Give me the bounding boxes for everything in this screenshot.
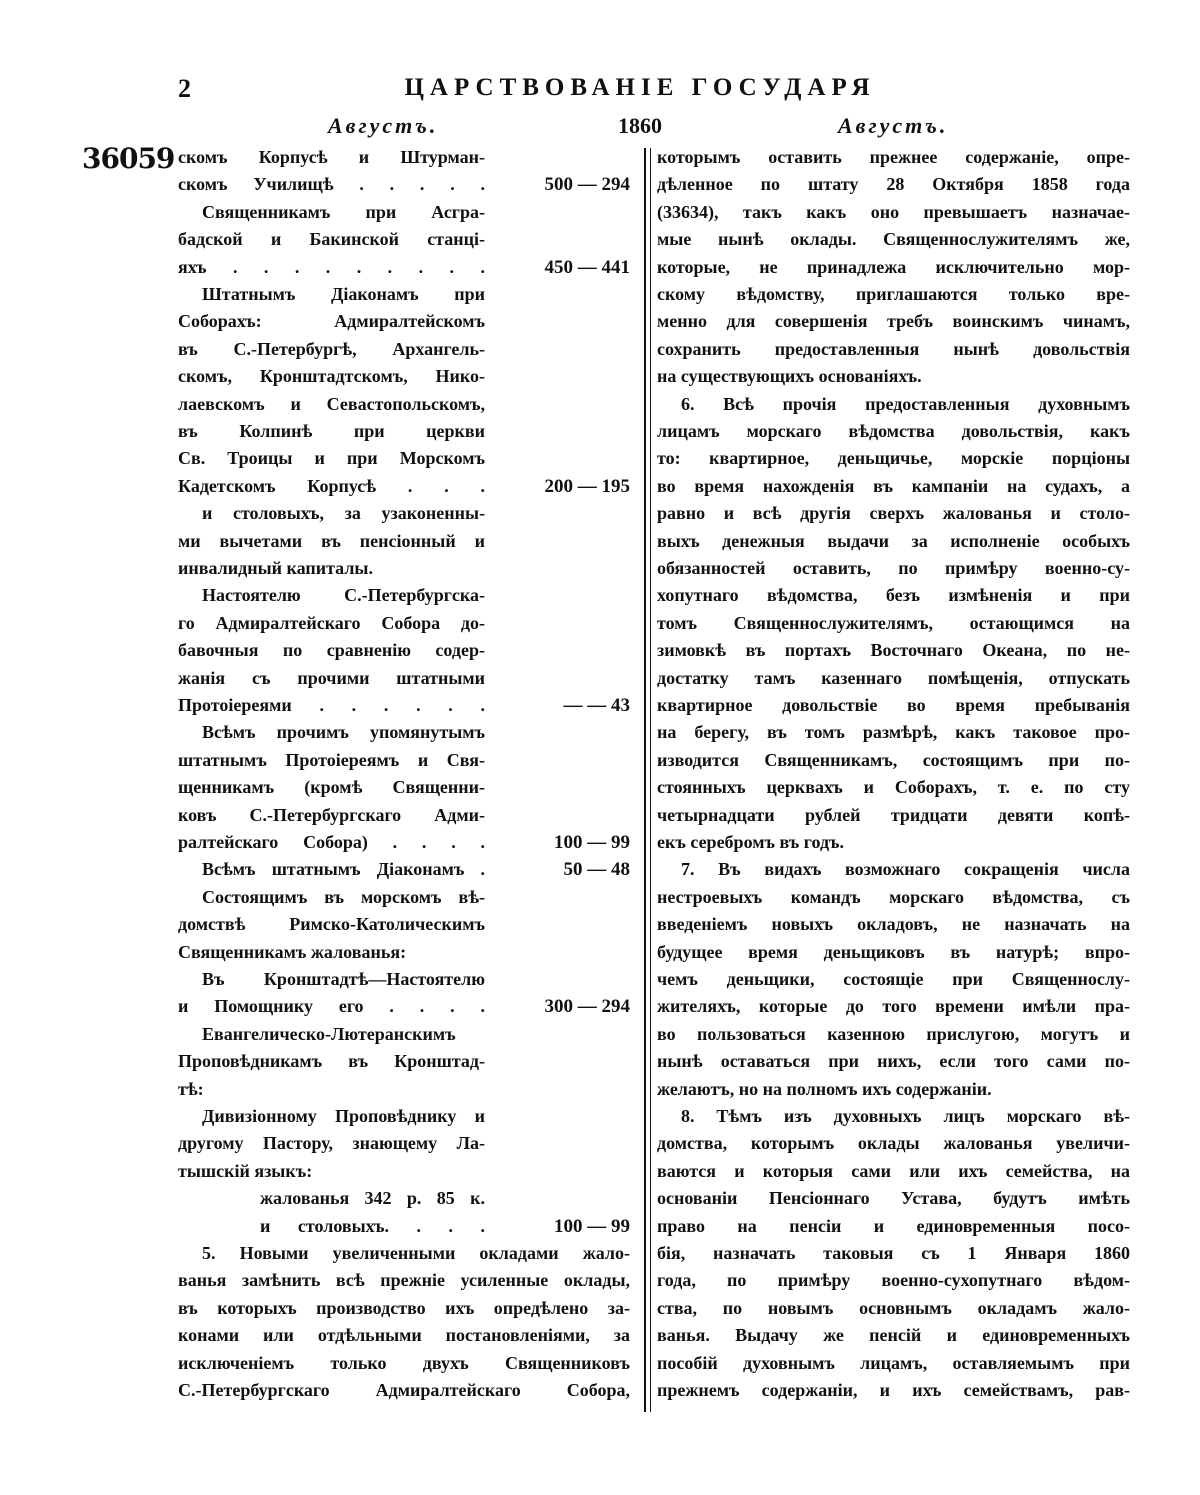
text-line: тышскій языкъ: — [178, 1160, 313, 1181]
column-divider — [644, 148, 646, 1412]
text-line: инвалидный капиталы. — [178, 558, 373, 578]
text-line: Соборахъ: Адмиралтейскомъ — [178, 311, 485, 332]
text-line: стоянныхъ церквахъ и Соборахъ, т. е. по сту — [657, 777, 1130, 798]
text-line: го Адмиралтейскаго Собора до- — [178, 612, 485, 633]
text-line: бадской и Бакинской станці- — [178, 229, 485, 250]
text-line: жанія съ прочими штатными — [178, 667, 485, 688]
text-line: ралтейскаго Собора) . . . . — [178, 832, 485, 852]
text-line: прежнемъ содержаніи, и ихъ семействамъ, рав- — [657, 1380, 1130, 1400]
text-line: бія, назначать таковыя съ 1 Января 1860 — [657, 1243, 1130, 1263]
text-line: Священникамъ при Асгра- — [202, 201, 485, 222]
text-line: и Помощнику его . . . . — [178, 996, 485, 1017]
text-line: зимовкѣ въ портахъ Восточнаго Океана, по не- — [657, 640, 1130, 661]
text-line: Настоятелю С.-Петербургска- — [202, 585, 485, 606]
amount: 500 — 294 — [544, 174, 630, 196]
month-right: Августъ. — [838, 113, 949, 138]
amount: 50 — 48 — [563, 859, 630, 881]
page-number: 2 — [178, 74, 191, 103]
text-line: года, по примѣру военно-сухопутнаго вѣдом- — [657, 1270, 1130, 1291]
text-line: и столовыхъ, за узаконенны- — [202, 503, 485, 524]
text-line: которые, не принадлежа исключительно мор- — [657, 256, 1130, 277]
text-line: Состоящимъ въ морскомъ вѣ- — [202, 886, 485, 907]
text-line: Евангелическо-Лютеранскимъ — [202, 1023, 456, 1044]
text-line: скомъ, Кронштадтскомъ, Нико- — [178, 366, 485, 387]
text-line: нестроевыхъ командъ морскаго вѣдомства, съ — [657, 886, 1130, 907]
text-line: сохранить предоставленныя нынѣ довольствія — [657, 338, 1130, 359]
text-line: Протоіереями . . . . . . — [178, 695, 485, 715]
text-line: жалованья 342 р. 85 к. — [260, 1188, 485, 1209]
text-line: 7. Въ видахъ возможнаго сокращенія числа — [681, 859, 1130, 880]
text-line: лицамъ морскаго вѣдомства довольствія, какъ — [657, 421, 1130, 441]
text-line: Кадетскомъ Корпусѣ . . . — [178, 475, 485, 496]
text-line: Дивизіонному Проповѣднику и — [202, 1106, 485, 1126]
text-line: Священникамъ жалованья: — [178, 941, 407, 962]
text-line: введеніемъ новыхъ окладовъ, не назначать на — [657, 914, 1130, 935]
text-line: домства, которымъ оклады жалованья увеличи- — [657, 1133, 1130, 1154]
text-line: чемъ деньщики, состоящіе при Священнослу- — [657, 969, 1130, 989]
text-line: изводится Священникамъ, состоящимъ при по- — [657, 749, 1130, 770]
text-line: Всѣмъ прочимъ упомянутымъ — [202, 722, 485, 743]
text-line: Всѣмъ штатнымъ Діаконамъ . — [202, 859, 485, 880]
text-line: дѣленное по штату 28 Октября 1858 года — [657, 174, 1130, 195]
text-line: нынѣ оставаться при нихъ, если того сами по- — [657, 1051, 1130, 1072]
text-line: скомъ Училищѣ . . . . . — [178, 174, 485, 195]
text-line: ванья замѣнить всѣ прежніе усиленные оклады, — [178, 1270, 630, 1291]
text-line: въ которыхъ производство ихъ опредѣлено за- — [178, 1297, 630, 1318]
text-line: С.-Петербургскаго Адмиралтейскаго Собора, — [178, 1380, 630, 1400]
article-number: 36059 — [82, 142, 175, 175]
text-line: исключеніемъ только двухъ Священниковъ — [178, 1352, 630, 1373]
amount: 200 — 195 — [544, 475, 630, 497]
text-line: то: квартирное, деньщичье, морскіе порціоны — [657, 448, 1130, 469]
text-line: право на пенсіи и единовременныя посо- — [657, 1215, 1130, 1236]
text-line: ковъ С.-Петербургскаго Адми- — [178, 804, 485, 825]
text-line: во пользоваться казенною прислугою, могутъ и — [657, 1023, 1130, 1044]
text-line: лаевскомъ и Севастопольскомъ, — [178, 393, 485, 414]
text-line: конами или отдѣльными постановленіями, за — [178, 1325, 630, 1346]
text-line: штатнымъ Протоіереямъ и Свя- — [178, 749, 485, 770]
text-line: екъ серебромъ въ годъ. — [657, 832, 845, 852]
text-line: домствѣ Римско-Католическимъ — [178, 914, 485, 935]
column-divider — [650, 148, 651, 1412]
text-line: равно и всѣ другія сверхъ жалованья и столо- — [657, 503, 1130, 524]
text-line: Въ Кронштадтѣ—Настоятелю — [202, 969, 485, 989]
text-line: щенникамъ (кромѣ Священни- — [178, 777, 485, 798]
text-line: скомъ Корпусѣ и Штурман- — [178, 147, 485, 167]
text-line: ства, по новымъ основнымъ окладамъ жало- — [657, 1297, 1130, 1318]
text-line: Проповѣдникамъ въ Кронштад- — [178, 1051, 485, 1072]
amount: 300 — 294 — [544, 996, 630, 1018]
text-line: другому Пастору, знающему Ла- — [178, 1133, 485, 1154]
running-title: ЦАРСТВОВАНІЕ ГОСУДАРЯ — [404, 74, 876, 101]
text-line: ваются и которыя сами или ихъ семейства, на — [657, 1160, 1130, 1181]
text-line: на существующихъ основаніяхъ. — [657, 366, 922, 387]
text-line: бавочныя по сравненію содер- — [178, 640, 485, 661]
text-line: скому вѣдомству, приглашаются только вре- — [657, 284, 1130, 304]
text-line: 8. Тѣмъ изъ духовныхъ лицъ морскаго вѣ- — [681, 1106, 1130, 1126]
amount: 100 — 99 — [554, 832, 630, 853]
text-line: яхъ . . . . . . . . . — [178, 256, 485, 277]
text-line: ванья. Выдачу же пенсій и единовременныхъ — [657, 1325, 1130, 1346]
text-line: ми вычетами въ пенсіонный и — [178, 530, 485, 551]
amount: 450 — 441 — [544, 256, 630, 278]
text-line: обязанностей оставить, по примѣру военно-су- — [657, 558, 1130, 578]
text-line: во время нахожденія въ кампаніи на судахъ, а — [657, 475, 1130, 496]
amount: 100 — 99 — [554, 1215, 630, 1237]
text-line: 5. Новыми увеличенными окладами жало- — [202, 1243, 630, 1263]
text-line: Св. Троицы и при Морскомъ — [178, 448, 485, 469]
text-line: Штатнымъ Діаконамъ при — [202, 284, 485, 304]
text-line: будущее время деньщиковъ въ натурѣ; впро- — [657, 941, 1130, 962]
text-line: на берегу, въ томъ размѣрѣ, какъ таковое про- — [657, 722, 1130, 743]
text-line: тѣ: — [178, 1078, 204, 1099]
text-line: менно для совершенія требъ воинскимъ чинамъ, — [657, 311, 1130, 332]
text-line: достатку тамъ казеннаго помѣщенія, отпускать — [657, 667, 1130, 688]
text-line: въ С.-Петербургѣ, Архангель- — [178, 338, 485, 359]
text-line: желаютъ, но на полномъ ихъ содержаніи. — [657, 1078, 992, 1099]
text-line: квартирное довольствіе во время пребыванія — [657, 695, 1130, 715]
year: 1860 — [618, 113, 662, 138]
text-line: въ Колпинѣ при церкви — [178, 421, 485, 441]
text-line: жителяхъ, которые до того времени имѣли пра- — [657, 996, 1130, 1017]
text-line: и столовыхъ. . . . — [260, 1215, 485, 1236]
month-left: Августъ. — [328, 113, 439, 138]
amount: — — 43 — [563, 695, 630, 716]
text-line: хопутнаго вѣдомства, безъ измѣненія и при — [657, 585, 1130, 606]
text-line: мые нынѣ оклады. Священнослужителямъ же, — [657, 229, 1130, 250]
text-line: томъ Священнослужителямъ, остающимся на — [657, 612, 1130, 633]
text-line: основаніи Пенсіоннаго Устава, будутъ имѣть — [657, 1188, 1130, 1209]
text-line: четырнадцати рублей тридцати девяти копѣ- — [657, 804, 1130, 825]
text-line: пособій духовнымъ лицамъ, оставляемымъ при — [657, 1352, 1130, 1373]
text-line: 6. Всѣ прочія предоставленныя духовнымъ — [681, 393, 1130, 414]
text-line: (33634), такъ какъ оно превышаетъ назначае- — [657, 201, 1130, 222]
text-line: выхъ денежныя выдачи за исполненіе особыхъ — [657, 530, 1130, 551]
text-line: которымъ оставить прежнее содержаніе, опре- — [657, 147, 1130, 167]
